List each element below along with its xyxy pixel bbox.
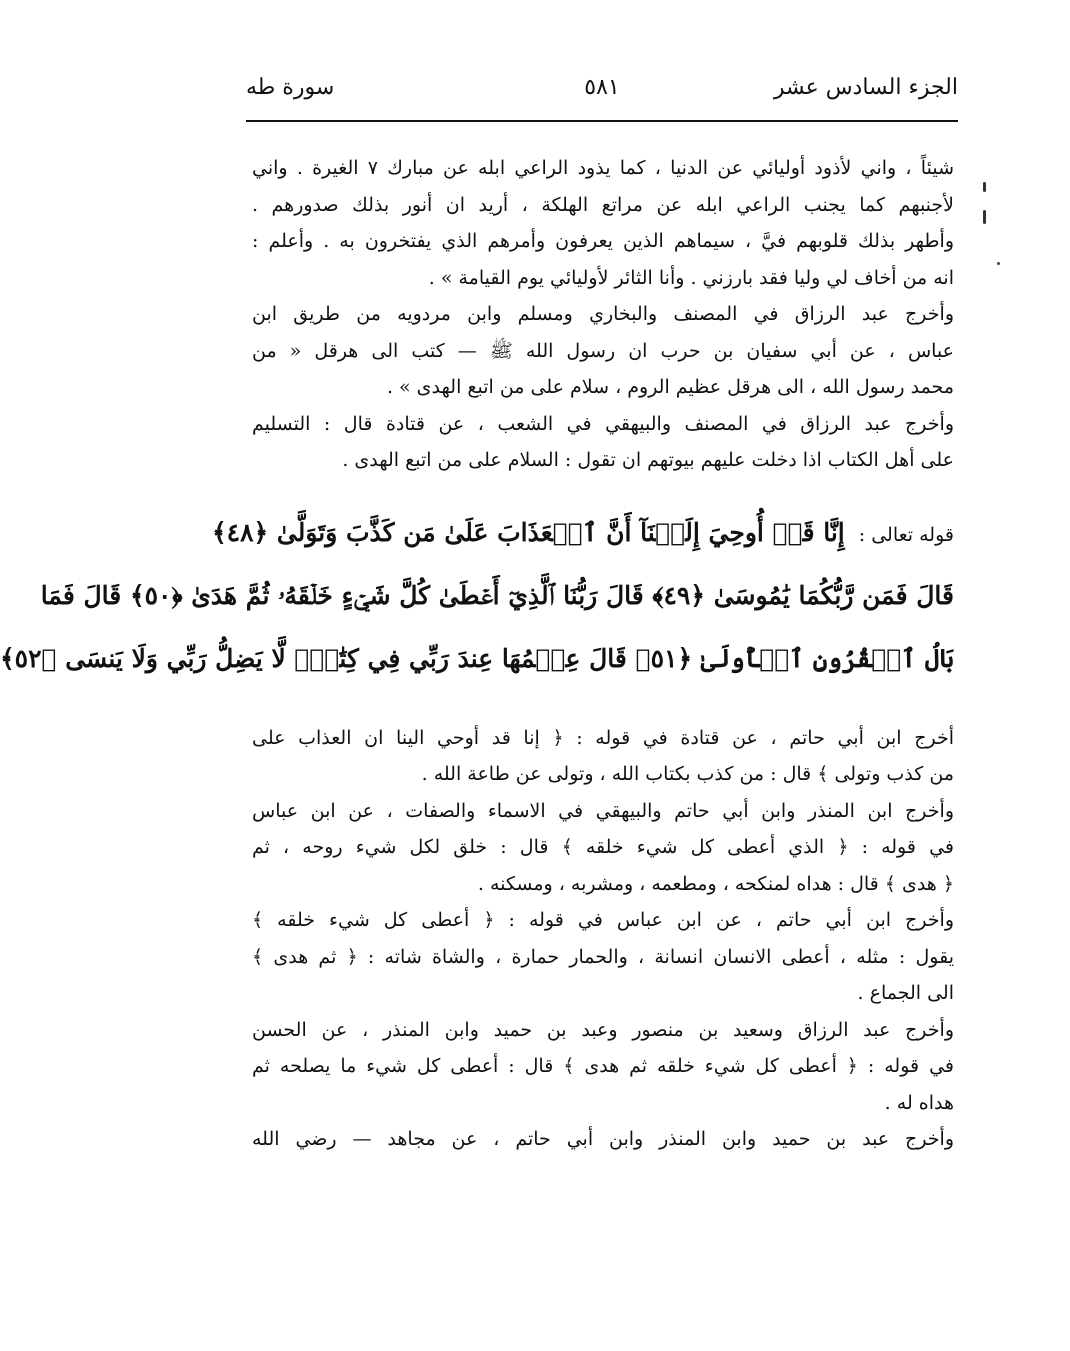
text-line: محمد رسول الله ، الى هرقل عظيم الروم ، سلام على من اتبع الهدى » . [386, 376, 954, 398]
text-line: ﴿ هدى ﴾ قال : هداه لمنكحه ، ومطعمه ، ومشربه ، ومسكنه . [477, 872, 954, 895]
text-line: الى الجماع . [857, 982, 954, 1004]
text-line: في قوله : ﴿ الذي أعطى كل شيء خلقه ﴾ قال : خلق لكل شيء روحه ، ثم [252, 836, 954, 858]
text-line: وأخرج عبد بن حميد وابن المنذر وابن أبي حاتم ، عن مجاهد — رضي الله [252, 1128, 954, 1150]
paragraph [252, 793, 954, 903]
text-line: وأخرج عبد الرزاق في المصنف والبيهقي في الشعب ، عن قتادة قال : التسليم [252, 412, 954, 435]
page-number: ٥٨١ [584, 75, 620, 100]
paragraph [252, 1012, 954, 1122]
text-line: لأجنبهم كما يجنب الراعي ابله عن مراتع الهلكة ، أريد ان أنور بذلك صدورهم . [252, 193, 955, 216]
verse-line: قَالَ فَمَن رَّبُّكُمَا يَٰمُوسَىٰ ﴿٤٩﴾ قَالَ رَبُّنَا ٱلَّذِيٓ أَعۡطَىٰ كُلَّ شَيۡءٍ خَلۡقَهُۥ ثُمَّ هَدَىٰ ﴿٥٠﴾ قَالَ فَمَا [40, 580, 954, 610]
header-rule [246, 120, 958, 122]
text-line: انه من أخاف لي وليا فقد بارزني . وأنا الثائر لأوليائي يوم القيامة » . [428, 266, 954, 289]
text-line: يقول : مثله ، أعطى الانسان انسانة ، والحمار حمارة ، والشاة شاته : ﴿ ثم هدى ﴾ [252, 945, 954, 968]
paragraph [252, 902, 954, 1012]
verse-intro: قوله تعالى : [858, 523, 954, 546]
surah-title: سورة طه [246, 75, 335, 100]
verse-line [212, 501, 954, 564]
paragraph [252, 150, 954, 296]
paragraph [252, 1121, 954, 1158]
text-line: وأخرج ابن المنذر وابن أبي حاتم والبيهقي في الاسماء والصفات ، عن ابن عباس [252, 799, 954, 822]
juz-title: الجزء السادس عشر [773, 75, 958, 100]
text-line: وأخرج عبد الرزاق في المصنف والبخاري ومسلم وابن مردويه من طريق ابن [252, 303, 954, 325]
text-line: وأخرج عبد الرزاق وسعيد بن منصور وعبد بن حميد وابن المنذر ، عن الحسن [252, 1018, 954, 1041]
text-line: وأطهر بذلك قلوبهم فيَّ ، سيماهم الذين يعرفون وأمرهم الذي يفتخرون به . وأعلم : [252, 230, 954, 252]
verse-line: بَالُ ٱلۡقُرُونِ ٱلۡأُولَىٰ ﴿٥١﴾ قَالَ عِلۡمُهَا عِندَ رَبِّي فِي كِتَٰبٖۖ لَّا يَضِلُّ رَبِّي وَلَا يَنسَى ﴿٥٢﴾ [0, 643, 954, 673]
quran-verse-block [0, 501, 954, 690]
text-line: عباس ، عن أبي سفيان بن حرب ان رسول الله ﷺ — كتب الى هرقل « من [252, 339, 954, 362]
paragraph [252, 406, 954, 479]
verse-text: إِنَّا قَدۡ أُوحِيَ إِلَيۡنَآ أَنَّ ٱلۡعَذَابَ عَلَىٰ مَن كَذَّبَ وَتَوَلَّىٰ ﴿٤٨﴾ [212, 517, 845, 547]
text-line: من كذب وتولى ﴾ قال : من كذب بكتاب الله ، وتولى عن طاعة الله . [421, 763, 954, 785]
page-body [0, 150, 955, 1158]
text-line: على أهل الكتاب اذا دخلت عليهم بيوتهم ان تقول : السلام على من اتبع الهدى . [342, 449, 954, 471]
paragraph [252, 296, 954, 406]
text-line: أخرج ابن أبي حاتم ، عن قتادة في قوله : ﴿ إنا قد أوحي الينا ان العذاب على [252, 726, 954, 749]
text-line: هداه له . [884, 1091, 954, 1114]
margin-mark [983, 182, 986, 192]
page-header [246, 66, 958, 110]
text-line: في قوله : ﴿ أعطى كل شيء خلقه ثم هدى ﴾ قال : أعطى كل شيء ما يصلحه ثم [252, 1055, 954, 1077]
text-line: وأخرج ابن أبي حاتم ، عن ابن عباس في قوله : ﴿ أعطى كل شيء خلقه ﴾ [252, 909, 954, 931]
margin-mark [983, 210, 986, 224]
paragraph [252, 720, 954, 793]
text-line: شيئاً ، واني لأذود أوليائي عن الدنيا ، كما يذود الراعي ابله عن مبارك ٧ الغيرة . واني [252, 157, 954, 179]
margin-dot [997, 262, 1000, 265]
